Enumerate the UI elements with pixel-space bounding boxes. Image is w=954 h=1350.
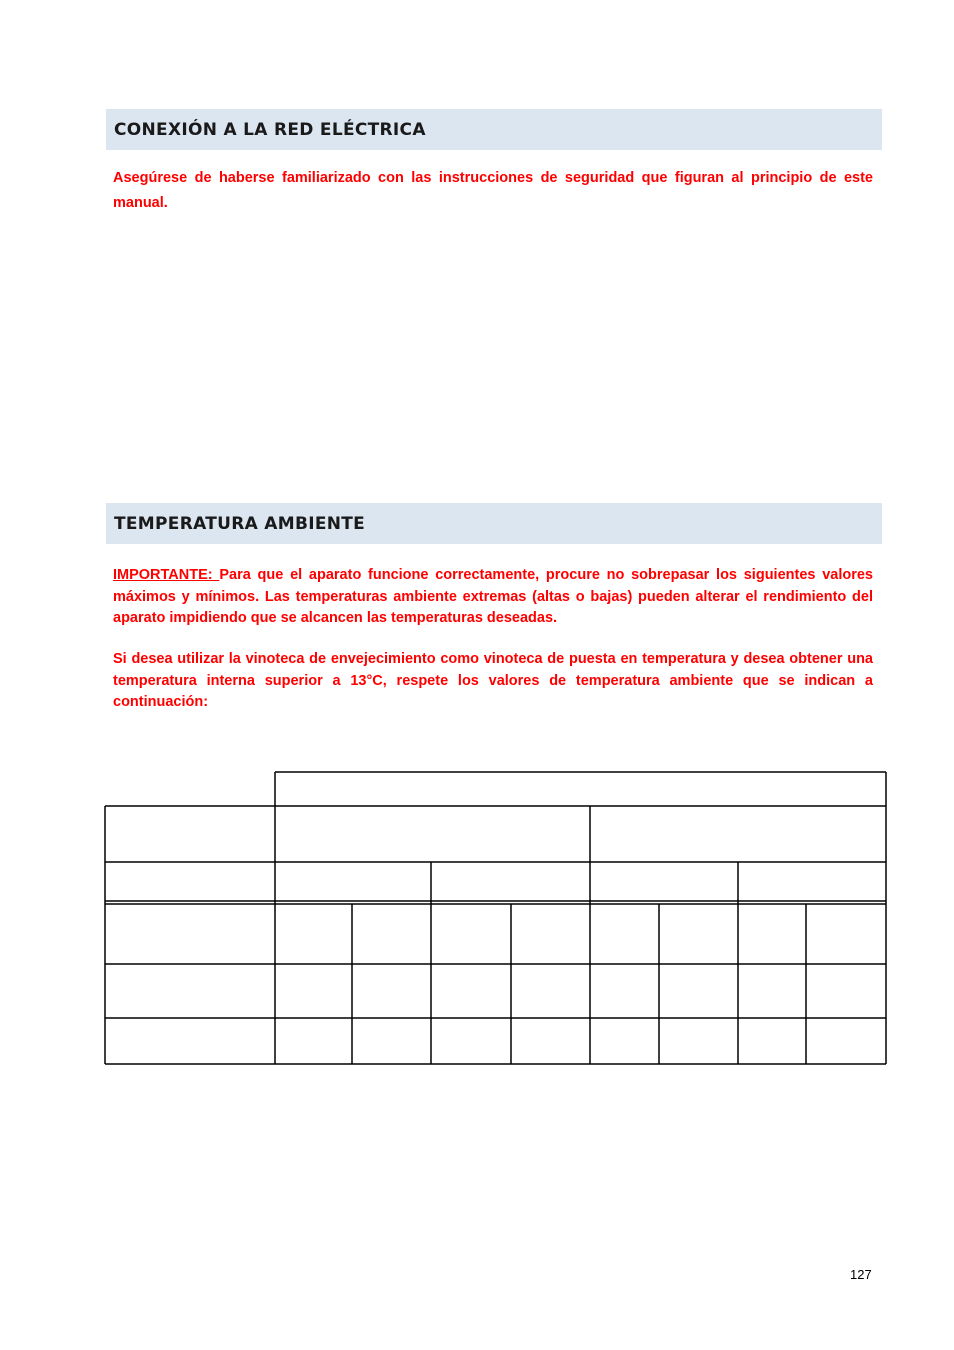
aging-cellar-paragraph: Si desea utilizar la vinoteca de envejecimiento como vinoteca de puesta en temperatura y desea obtener una temperatura interna superior a 13°C, respete los valores de temperatura ambiente que se indican a continuación: xyxy=(113,651,873,710)
power-safety-note: Asegúrese de haberse familiarizado con las instrucciones de seguridad que figuran al principio de este manual. xyxy=(113,170,873,211)
section-header-power xyxy=(106,109,882,150)
temperature-table xyxy=(104,771,887,1065)
page-number: 127 xyxy=(850,1267,872,1282)
section-title-ambient: TEMPERATURA AMBIENTE xyxy=(114,513,366,534)
important-paragraph xyxy=(113,565,873,630)
section-header-ambient xyxy=(106,503,882,544)
temperature-table-grid xyxy=(104,771,887,1065)
important-label: IMPORTANTE: xyxy=(113,567,220,583)
section-title-power: CONEXIÓN A LA RED ELÉCTRICA xyxy=(114,119,426,140)
important-text: Para que el aparato funcione correctamente, procure no sobrepasar los siguientes valores máximos y mínimos. Las temperaturas ambiente extremas (altas o bajas) pueden alterar el rendimiento del aparato impidiendo que se alcancen las temperaturas deseadas. xyxy=(113,567,873,626)
